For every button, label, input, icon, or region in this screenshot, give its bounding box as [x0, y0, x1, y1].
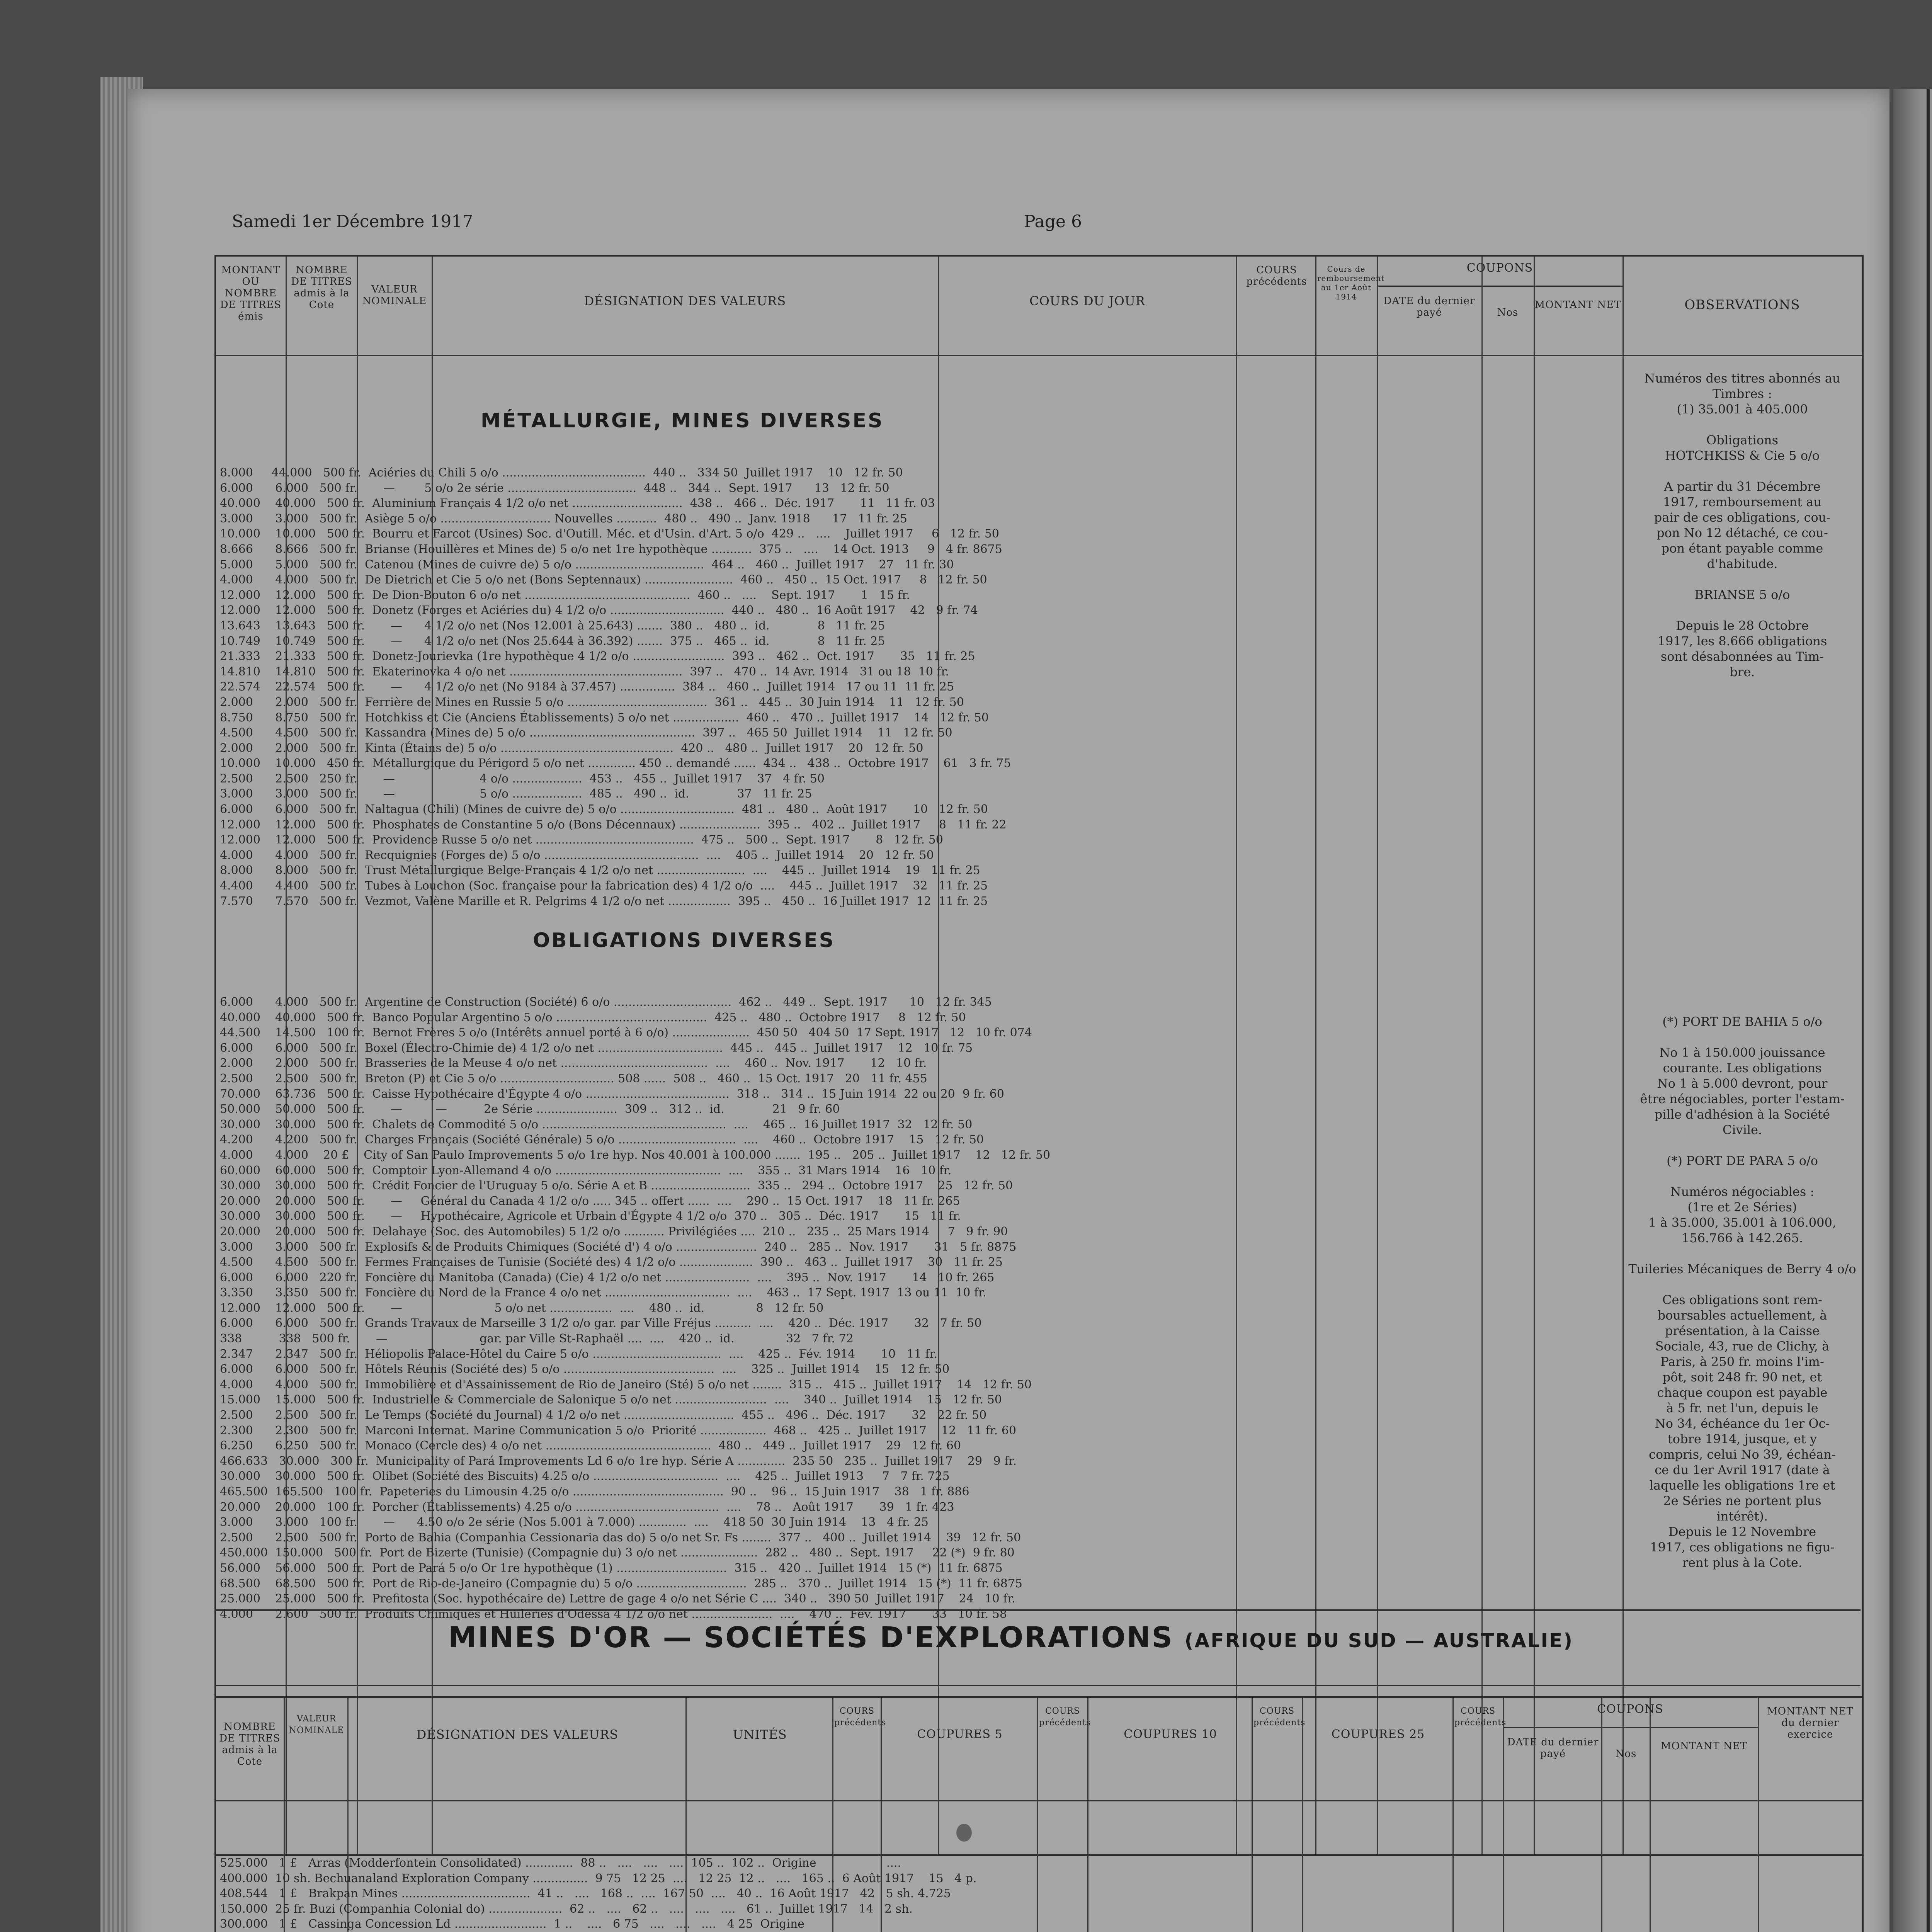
- table-row: 8.666 8.666 500 fr. Brianse (Houillères et Mines de) 5 o/o net 1re hypothèque ........... 375 .. .... 14 Oct. 1913 9 4 fr. 8675: [220, 542, 1002, 556]
- table-row: 14.810 14.810 500 fr. Ekaterinovka 4 o/o net ............................................... 397 .. 470 .. 14 Avr. 1914 31 ou 18 10 fr.: [220, 665, 949, 679]
- header-coupures-5: COUPURES 5: [917, 1728, 1003, 1741]
- table-row: 30.000 30.000 500 fr. Olibet (Société des Biscuits) 4.25 o/o .................................. .... 425 .. Juillet 1913 7 7 fr. 725: [220, 1469, 950, 1483]
- observation-line: laquelle les obligations 1re et: [1649, 1478, 1835, 1493]
- table-row: 7.570 7.570 500 fr. Vezmot, Valène Marille et R. Pelgrims 4 1/2 o/o net ................. 395 .. 450 .. 16 Juillet 1917 12 11 fr. 25: [220, 894, 988, 908]
- table-row: 2.347 2.347 500 fr. Héliopolis Palace-Hôtel du Caire 5 o/o ................................... .... 425 .. Fév. 1914 10 11 fr.: [220, 1347, 938, 1361]
- table-row: 2.000 2.000 500 fr. Brasseries de la Meuse 4 o/o net ........................................ .... 460 .. Nov. 1917 12 10 fr.: [220, 1056, 927, 1070]
- observation-line: pair de ces obligations, cou-: [1654, 510, 1831, 525]
- table-row: 12.000 12.000 500 fr. Phosphates de Constantine 5 o/o (Bons Décennaux) ...................... 395 .. 402 .. Juillet 1917 8 11 fr. 22: [220, 818, 1007, 832]
- observation-line: Depuis le 28 Octobre: [1676, 618, 1809, 633]
- table-row: 2.000 2.000 500 fr. Kinta (Étains de) 5 o/o ............................................... 420 .. 480 .. Juillet 1917 20 12 fr. 50: [220, 741, 923, 755]
- observation-line: [1626, 1029, 1858, 1045]
- rows-obligations: [220, 995, 1619, 1622]
- table-row: 338 338 500 fr. — gar. par Ville St-Raphaël .... .... 420 .. id. 32 7 fr. 72: [220, 1332, 854, 1346]
- header-valeur: VALEUR NOMINALE: [362, 284, 427, 307]
- table-row: 12.000 12.000 500 fr. De Dion-Bouton 6 o/o net ............................................. 460 .. .... Sept. 1917 1 15 fr.: [220, 588, 910, 602]
- table-row: 25.000 25.000 500 fr. Prefitosta (Soc. hypothécaire de) Lettre de gage 4 o/o net Série C .... 340 .. 390 50 Juillet 1917 24 10 fr.: [220, 1592, 1015, 1606]
- observation-line: tobre 1914, jusque, et y: [1667, 1432, 1817, 1446]
- header-no: Nos: [1497, 307, 1519, 318]
- table-row: 5.000 5.000 500 fr. Catenou (Mines de cuivre de) 5 o/o ................................... 464 .. 460 .. Juillet 1917 27 11 fr. 30: [220, 558, 954, 571]
- table-row: 2.500 2.500 500 fr. Le Temps (Société du Journal) 4 1/2 o/o net .............................. 455 .. 496 .. Déc. 1917 32 22 fr. 50: [220, 1408, 987, 1422]
- observation-line: HOTCHKISS & Cie 5 o/o: [1665, 448, 1820, 463]
- observation-line: Depuis le 12 Novembre: [1668, 1524, 1816, 1539]
- observation-line: BRIANSE 5 o/o: [1694, 587, 1790, 602]
- table-row: 12.000 12.000 500 fr. Donetz (Forges et Aciéries du) 4 1/2 o/o ............................... 440 .. 480 .. 16 Août 1917 42 9 fr. 74: [220, 604, 978, 617]
- table-row: 2.500 2.500 250 fr. — 4 o/o ................... 453 .. 455 .. Juillet 1917 37 4 fr. 50: [220, 772, 825, 786]
- header-no: Nos: [1615, 1748, 1637, 1760]
- table-row: 6.000 6.000 500 fr. Naltagua (Chili) (Mines de cuivre de) 5 o/o ............................... 481 .. 480 .. Août 1917 10 12 fr. 50: [220, 803, 988, 816]
- table-row: 2.500 2.500 500 fr. Breton (P) et Cie 5 o/o ............................... 508 ...... 508 .. 460 .. 15 Oct. 1917 20 11 fr. 455: [220, 1071, 927, 1085]
- observation-line: (1re et 2e Séries): [1687, 1200, 1797, 1214]
- observation-line: 1917, les 8.666 obligations: [1657, 634, 1827, 648]
- header-coupures-25: COUPURES 25: [1331, 1728, 1425, 1741]
- header-cours-3: COURS précédents: [1253, 1706, 1306, 1728]
- header-coupons: COUPONS: [1466, 261, 1533, 275]
- table-row: 40.000 40.000 500 fr. Banco Popular Argentino 5 o/o ......................................... 425 .. 480 .. Octobre 1917 8 12 fr. 50: [220, 1010, 966, 1024]
- banner-main: MINES D'OR — SOCIÉTÉS D'EXPLORATIONS: [448, 1621, 1173, 1654]
- table-row: 3.000 3.000 500 fr. Explosifs & de Produits Chimiques (Société d') 4 o/o ...................... 240 .. 285 .. Nov. 1917 31 5 fr. 8875: [220, 1240, 1017, 1254]
- table-row: 20.000 20.000 100 fr. Porcher (Établissements) 4.25 o/o ....................................... .... 78 .. Août 1917 39 1 fr. 423: [220, 1500, 954, 1514]
- table-row: 13.643 13.643 500 fr. — 4 1/2 o/o net (Nos 12.001 à 25.643) ....... 380 .. 480 .. id. 8 11 fr. 25: [220, 619, 885, 633]
- header-valeur: VALEUR NOMINALE: [289, 1714, 344, 1735]
- header-nombre: NOMBRE DE TITRES admis à la Cote: [219, 1721, 281, 1767]
- header-page-number: Page 6: [1024, 212, 1082, 231]
- rows-metallurgie: [220, 465, 1619, 909]
- header-coupons: COUPONS: [1597, 1702, 1663, 1716]
- observation-line: pôt, soit 248 fr. 90 net, et: [1662, 1370, 1822, 1384]
- table-row: 10.000 10.000 500 fr. Bourru et Farcot (Usines) Soc. d'Outill. Méc. et d'Usin. d'Art. 5 o/o 429 .. .... Juillet 1917 6 12 fr. 50: [220, 527, 999, 541]
- table-row: 6.250 6.250 500 fr. Monaco (Cercle des) 4 o/o net ............................................. 480 .. 449 .. Juillet 1917 29 12 fr. 60: [220, 1439, 961, 1453]
- gold-mines-table: [214, 1696, 1864, 1932]
- observation-line: 2e Séries ne portent plus: [1663, 1493, 1821, 1508]
- observation-line: (1) 35.001 à 405.000: [1677, 402, 1808, 417]
- section-title-obligations: OBLIGATIONS DIVERSES: [533, 929, 835, 952]
- observation-line: bre.: [1730, 665, 1755, 679]
- observation-line: chaque coupon est payable: [1657, 1385, 1828, 1400]
- table-row: 408.544 1 £ Brakpan Mines ................................... 41 .. .... 168 .. .... 167 50 .... 40 .. 16 Août 1917 42 5 sh. 4.725: [220, 1887, 951, 1901]
- observation-line: (*) PORT DE BAHIA 5 o/o: [1662, 1014, 1822, 1029]
- table-row: 10.749 10.749 500 fr. — 4 1/2 o/o net (Nos 25.644 à 36.392) ....... 375 .. 465 .. id. 8 11 fr. 25: [220, 634, 885, 648]
- header-cours-1: COURS précédents: [834, 1706, 886, 1728]
- table-row: 68.500 68.500 500 fr. Port de Rio-de-Janeiro (Compagnie du) 5 o/o .............................. 285 .. 370 .. Juillet 1914 15 (*) 11 fr. 6875: [220, 1577, 1023, 1590]
- header-montant: MONTANT OU NOMBRE DE TITRES émis: [220, 264, 282, 322]
- observation-line: [1626, 1168, 1858, 1184]
- observation-line: No 1 à 150.000 jouissance: [1659, 1045, 1825, 1060]
- header-date-coupon: DATE du dernier payé: [1383, 295, 1475, 318]
- next-page-edge: [1893, 89, 1932, 1932]
- table-row: 450.000 150.000 500 fr. Port de Bizerte (Tunisie) (Compagnie du) 3 o/o net ..................... 282 .. 480 .. Sept. 1917 22 (*) 9 fr. 80: [220, 1546, 1015, 1560]
- observation-line: compris, celui No 39, échéan-: [1649, 1447, 1836, 1462]
- table-row: 6.000 4.000 500 fr. Argentine de Construction (Société) 6 o/o ................................ 462 .. 449 .. Sept. 1917 10 12 fr. 345: [220, 995, 992, 1009]
- observation-line: Ces obligations sont rem-: [1662, 1293, 1823, 1307]
- observation-line: présentation, à la Caisse: [1665, 1323, 1820, 1338]
- observation-line: Obligations: [1706, 433, 1779, 447]
- binding-shadow: [1927, 89, 1930, 1932]
- observation-line: pille d'adhésion à la Société: [1654, 1107, 1830, 1122]
- header-observations: OBSERVATIONS: [1684, 297, 1800, 313]
- table-row: 30.000 30.000 500 fr. — Hypothécaire, Agricole et Urbain d'Égypte 4 1/2 o/o 370 .. 305 .. Déc. 1917 15 11 fr.: [220, 1209, 961, 1223]
- header-rule: [216, 1800, 1862, 1801]
- observations-bottom: [1626, 1014, 1858, 1570]
- table-row: 22.574 22.574 500 fr. — 4 1/2 o/o net (No 9184 à 37.457) ............... 384 .. 460 .. Juillet 1914 17 ou 11 11 fr. 25: [220, 680, 954, 694]
- header-rule: [216, 355, 1862, 356]
- table-row: 70.000 63.736 500 fr. Caisse Hypothécaire d'Égypte 4 o/o ....................................... 318 .. 314 .. 15 Juin 1914 22 ou 20 9 fr. 60: [220, 1087, 1004, 1101]
- observation-line: à 5 fr. net l'un, depuis le: [1666, 1401, 1818, 1415]
- table-row: 10.000 10.000 450 fr. Métallurgique du Périgord 5 o/o net ............. 450 .. demandé ...... 434 .. 438 .. Octobre 1917 61 3 fr. 75: [220, 757, 1011, 770]
- header-cours-precedents: COURS précédents: [1246, 264, 1307, 287]
- rows-gold-mines: [220, 1856, 1858, 1932]
- table-row: 20.000 20.000 500 fr. — Général du Canada 4 1/2 o/o ..... 345 .. offert ...... .... 290 .. 15 Oct. 1917 18 11 fr. 265: [220, 1194, 960, 1208]
- observation-line: courante. Les obligations: [1663, 1061, 1822, 1075]
- observation-line: No 1 à 5.000 devront, pour: [1657, 1076, 1828, 1091]
- observation-line: pon No 12 détaché, ce cou-: [1656, 526, 1828, 540]
- table-row: 6.000 6.000 500 fr. Hôtels Réunis (Société des) 5 o/o ......................................... .... 325 .. Juillet 1914 15 12 fr. 50: [220, 1362, 950, 1376]
- observation-line: ce du 1er Avril 1917 (date à: [1655, 1463, 1830, 1477]
- observation-line: [1626, 602, 1858, 618]
- observation-line: [1626, 571, 1858, 587]
- table-row: 4.500 4.500 500 fr. Fermes Françaises de Tunisie (Société des) 4 1/2 o/o .................... 390 .. 463 .. Juillet 1917 30 11 fr. 25: [220, 1255, 1003, 1269]
- table-row: 6.000 6.000 500 fr. — 5 o/o 2e série ................................... 448 .. 344 .. Sept. 1917 13 12 fr. 50: [220, 481, 889, 495]
- observation-line: 1 à 35.000, 35.001 à 106.000,: [1648, 1215, 1836, 1230]
- coupons-rule: [1377, 286, 1622, 287]
- table-row: 2.500 2.500 500 fr. Porto de Bahia (Companhia Cessionaria das do) 5 o/o net Sr. Fs ........ 377 .. 400 .. Juillet 1914 39 12 fr. 50: [220, 1531, 1021, 1544]
- page-header: [232, 212, 1862, 235]
- observation-line: sont désabonnées au Tim-: [1660, 649, 1824, 664]
- banner-rule-bottom: [214, 1685, 1861, 1686]
- observation-line: A partir du 31 Décembre: [1664, 479, 1821, 494]
- observation-line: d'habitude.: [1707, 556, 1778, 571]
- observation-line: Numéros des titres abonnés au Timbres :: [1644, 371, 1840, 401]
- table-row: 12.000 12.000 500 fr. — 5 o/o net ................. .... 480 .. id. 8 12 fr. 50: [220, 1301, 824, 1315]
- header-date-coupon: DATE du dernier payé: [1507, 1736, 1599, 1760]
- header-cours-jour: COURS DU JOUR: [1029, 294, 1145, 308]
- header-unites: UNITÉS: [733, 1727, 787, 1742]
- table-row: 8.000 8.000 500 fr. Trust Métallurgique Belge-Français 4 1/2 o/o net ........................ .... 445 .. Juillet 1914 19 11 fr. 25: [220, 864, 980, 878]
- table-row: 466.633 30.000 300 fr. Municipality of Pará Improvements Ld 6 o/o 1re hyp. Série A ............. 235 50 235 .. Juillet 1917 29 9 fr.: [220, 1454, 1017, 1468]
- header-designation: DÉSIGNATION DES VALEURS: [416, 1727, 619, 1742]
- header-cours-remboursement: Cours de remboursement au 1er Août 1914: [1317, 264, 1385, 301]
- table-row: 40.000 40.000 500 fr. Aluminium Français 4 1/2 o/o net .............................. 438 .. 466 .. Déc. 1917 11 11 fr. 03: [220, 497, 935, 510]
- table-row: 56.000 56.000 500 fr. Port de Pará 5 o/o Or 1re hypothèque (1) .............................. 315 .. 420 .. Juillet 1914 15 (*) 11 fr. 6875: [220, 1561, 1003, 1575]
- observation-line: Numéros négociables :: [1670, 1184, 1815, 1199]
- table-row: 21.333 21.333 500 fr. Donetz-Jourievka (1re hypothèque 4 1/2 o/o ......................... 393 .. 462 .. Oct. 1917 35 11 fr. 25: [220, 650, 975, 663]
- col-divider: [1622, 257, 1624, 1854]
- table-row: 6.000 6.000 220 fr. Foncière du Manitoba (Canada) (Cie) 4 1/2 o/o net ....................... .... 395 .. Nov. 1917 14 10 fr. 265: [220, 1270, 995, 1284]
- ink-smudge: [956, 1824, 972, 1842]
- table-row: 15.000 15.000 500 fr. Industrielle & Commerciale de Salonique 5 o/o net ......................... .... 340 .. Juillet 1914 15 12 fr. 50: [220, 1393, 1002, 1407]
- table-row: 4.400 4.400 500 fr. Tubes à Louchon (Soc. française pour la fabrication des) 4 1/2 o/o .... 445 .. Juillet 1917 32 11 fr. 25: [220, 879, 988, 893]
- table-row: 3.350 3.350 500 fr. Foncière du Nord de la France 4 o/o net .................................. .... 463 .. 17 Sept. 1917 13 ou 11 10 fr.: [220, 1286, 986, 1300]
- quotes-table-top: [214, 255, 1864, 1856]
- table-row: 6.000 6.000 500 fr. Boxel (Électro-Chimie de) 4 1/2 o/o net .................................. 445 .. 445 .. Juillet 1917 12 10 fr. 75: [220, 1041, 973, 1055]
- header-montant-dernier-exercice: MONTANT NET du dernier exercice: [1767, 1706, 1854, 1740]
- observation-line: Sociale, 43, rue de Clichy, à: [1655, 1339, 1830, 1354]
- observation-line: [1626, 417, 1858, 432]
- observation-line: Tuileries Mécaniques de Berry 4 o/o: [1628, 1262, 1856, 1276]
- header-montant-net: MONTANT NET: [1661, 1740, 1747, 1752]
- observation-line: No 34, échéance du 1er Oc-: [1655, 1416, 1830, 1431]
- header-nombre: NOMBRE DE TITRES admis à la Cote: [291, 264, 352, 311]
- table-row: 44.500 14.500 100 fr. Bernot Frères 5 o/o (Intérêts annuel porté à 6 o/o) ..................... 450 50 404 50 17 Sept. 1917 12 10 fr. 074: [220, 1026, 1032, 1040]
- observation-line: rent plus à la Cote.: [1682, 1555, 1803, 1570]
- table-row: 4.500 4.500 500 fr. Kassandra (Mines de) 5 o/o ............................................. 397 .. 465 50 Juillet 1914 11 12 fr. 50: [220, 726, 952, 740]
- table-row: 8.000 44.000 500 fr. Aciéries du Chili 5 o/o ....................................... 440 .. 334 50 Juillet 1917 10 12 fr. 50: [220, 466, 903, 480]
- table-row: 465.500 165.500 100 fr. Papeteries du Limousin 4.25 o/o ......................................... 90 .. 96 .. 15 Juin 1917 38 1 fr. 886: [220, 1485, 969, 1498]
- observation-line: (*) PORT DE PARA 5 o/o: [1666, 1153, 1818, 1168]
- table-row: 4.200 4.200 500 fr. Charges Français (Société Générale) 5 o/o ................................ .... 460 .. Octobre 1917 15 12 fr. 50: [220, 1133, 984, 1147]
- table-row: 30.000 30.000 500 fr. Chalets de Commodité 5 o/o .................................................. .... 465 .. 16 Juillet 1917 32 12 fr. 50: [220, 1117, 973, 1131]
- table-row: 4.000 2.600 500 fr. Produits Chimiques et Huileries d'Odessa 4 1/2 o/o net ...................... .... 470 .. Fév. 1917 33 10 fr. 58: [220, 1607, 1007, 1621]
- section-title-metallurgie: MÉTALLURGIE, MINES DIVERSES: [481, 409, 884, 432]
- table-row: 300.000 1 £ Cassinga Concession Ld ......................... 1 .. .... 6 75 .... .... .... 4 25 Origine: [220, 1917, 805, 1931]
- observation-line: [1626, 1277, 1858, 1292]
- observation-line: [1626, 463, 1858, 479]
- observation-line: pon étant payable comme: [1661, 541, 1823, 556]
- table-row: 3.000 3.000 500 fr. Asiège 5 o/o .............................. Nouvelles ........... 480 .. 490 .. Janv. 1918 17 11 fr. 25: [220, 512, 907, 526]
- table-row: 60.000 60.000 500 fr. Comptoir Lyon-Allemand 4 o/o ............................................. .... 355 .. 31 Mars 1914 16 10 fr.: [220, 1163, 952, 1177]
- observation-line: 1917, remboursement au: [1663, 495, 1821, 509]
- coupons-rule: [1503, 1727, 1758, 1728]
- observation-line: [1626, 1138, 1858, 1153]
- header-date: Samedi 1er Décembre 1917: [232, 212, 473, 231]
- table-row: 4.000 4.000 500 fr. De Dietrich et Cie 5 o/o net (Bons Septennaux) ........................ 460 .. 450 .. 15 Oct. 1917 8 12 fr. 50: [220, 573, 987, 587]
- table-row: 2.300 2.300 500 fr. Marconi Internat. Marine Communication 5 o/o Priorité .................. 468 .. 425 .. Juillet 1917 12 11 fr. 60: [220, 1423, 1017, 1437]
- header-coupures-10: COUPURES 10: [1124, 1728, 1217, 1741]
- header-cours-2: COURS précédents: [1039, 1706, 1091, 1728]
- header-montant-net: MONTANT NET: [1534, 299, 1621, 311]
- banner-sub: (AFRIQUE DU SUD — AUSTRALIE): [1184, 1629, 1574, 1652]
- observation-line: boursables actuellement, à: [1657, 1308, 1827, 1323]
- observation-line: Paris, à 250 fr. moins l'im-: [1660, 1354, 1824, 1369]
- header-cours-4: COURS précédents: [1454, 1706, 1507, 1728]
- observations-top: [1626, 371, 1858, 680]
- table-row: 4.000 4.000 500 fr. Recquignies (Forges de) 5 o/o .......................................... .... 405 .. Juillet 1914 20 12 fr. 50: [220, 848, 934, 862]
- table-row: 20.000 20.000 500 fr. Delahaye (Soc. des Automobiles) 5 1/2 o/o ........... Privilégiées .... 210 .. 235 .. 25 Mars 1914 7 9 fr. 90: [220, 1225, 1008, 1238]
- banner-rule-top: [214, 1609, 1861, 1611]
- table-row: 3.000 3.000 100 fr. — 4.50 o/o 2e série (Nos 5.001 à 7.000) ............. .... 418 50 30 Juin 1914 13 4 fr. 25: [220, 1515, 929, 1529]
- observation-line: [1626, 1246, 1858, 1261]
- table-row: 50.000 50.000 500 fr. — — 2e Série ...................... 309 .. 312 .. id. 21 9 fr. 60: [220, 1102, 840, 1116]
- table-row: 3.000 3.000 500 fr. — 5 o/o ................... 485 .. 490 .. id. 37 11 fr. 25: [220, 787, 812, 801]
- section-banner: [448, 1621, 1573, 1654]
- table-row: 6.000 6.000 500 fr. Grands Travaux de Marseille 3 1/2 o/o gar. par Ville Fréjus .......... .... 420 .. Déc. 1917 32 7 fr. 50: [220, 1316, 982, 1330]
- observation-line: être négociables, porter l'estam-: [1640, 1092, 1845, 1106]
- observation-line: intérêt).: [1716, 1509, 1768, 1524]
- table-row: 4.000 4.000 500 fr. Immobilière et d'Assainissement de Rio de Janeiro (Sté) 5 o/o net ........ 315 .. 415 .. Juillet 1917 14 12 fr. 50: [220, 1378, 1032, 1391]
- table-row: 30.000 30.000 500 fr. Crédit Foncier de l'Uruguay 5 o/o. Série A et B ........................... 335 .. 294 .. Octobre 1917 25 12 fr. 50: [220, 1179, 1013, 1193]
- table-row: 8.750 8.750 500 fr. Hotchkiss et Cie (Anciens Établissements) 5 o/o net .................. 460 .. 470 .. Juillet 1917 14 12 fr. 50: [220, 711, 989, 724]
- table-row: 12.000 12.000 500 fr. Providence Russe 5 o/o net ........................................... 475 .. 500 .. Sept. 1917 8 12 fr. 50: [220, 833, 943, 847]
- observation-line: Civile.: [1722, 1122, 1762, 1137]
- table-row: 4.000 4.000 20 £ City of San Paulo Improvements 5 o/o 1re hyp. Nos 40.001 à 100.000 ....... 195 .. 205 .. Juillet 1917 12 12 fr. 50: [220, 1148, 1051, 1162]
- table-row: 150.000 25 fr. Buzi (Companhia Colonial do) .................... 62 .. .... 62 .. .... .... .... 61 .. Juillet 1917 14 2 sh.: [220, 1902, 913, 1916]
- table-row: 525.000 1 £ Arras (Modderfontein Consolidated) ............. 88 .. .... .... .... 105 .. 102 .. Origine ....: [220, 1856, 901, 1870]
- header-designation: DÉSIGNATION DES VALEURS: [584, 294, 786, 308]
- observation-line: 156.766 à 142.265.: [1681, 1231, 1803, 1245]
- table-row: 2.000 2.000 500 fr. Ferrière de Mines en Russie 5 o/o ...................................... 361 .. 445 .. 30 Juin 1914 11 12 fr. 50: [220, 695, 964, 709]
- table-row: 400.000 10 sh. Bechuanaland Exploration Company ............... 9 75 12 25 .... 12 25 12 .. .... 165 .. 6 Août 1917 15 4 p.: [220, 1871, 977, 1885]
- observation-line: 1917, ces obligations ne figu-: [1650, 1540, 1835, 1554]
